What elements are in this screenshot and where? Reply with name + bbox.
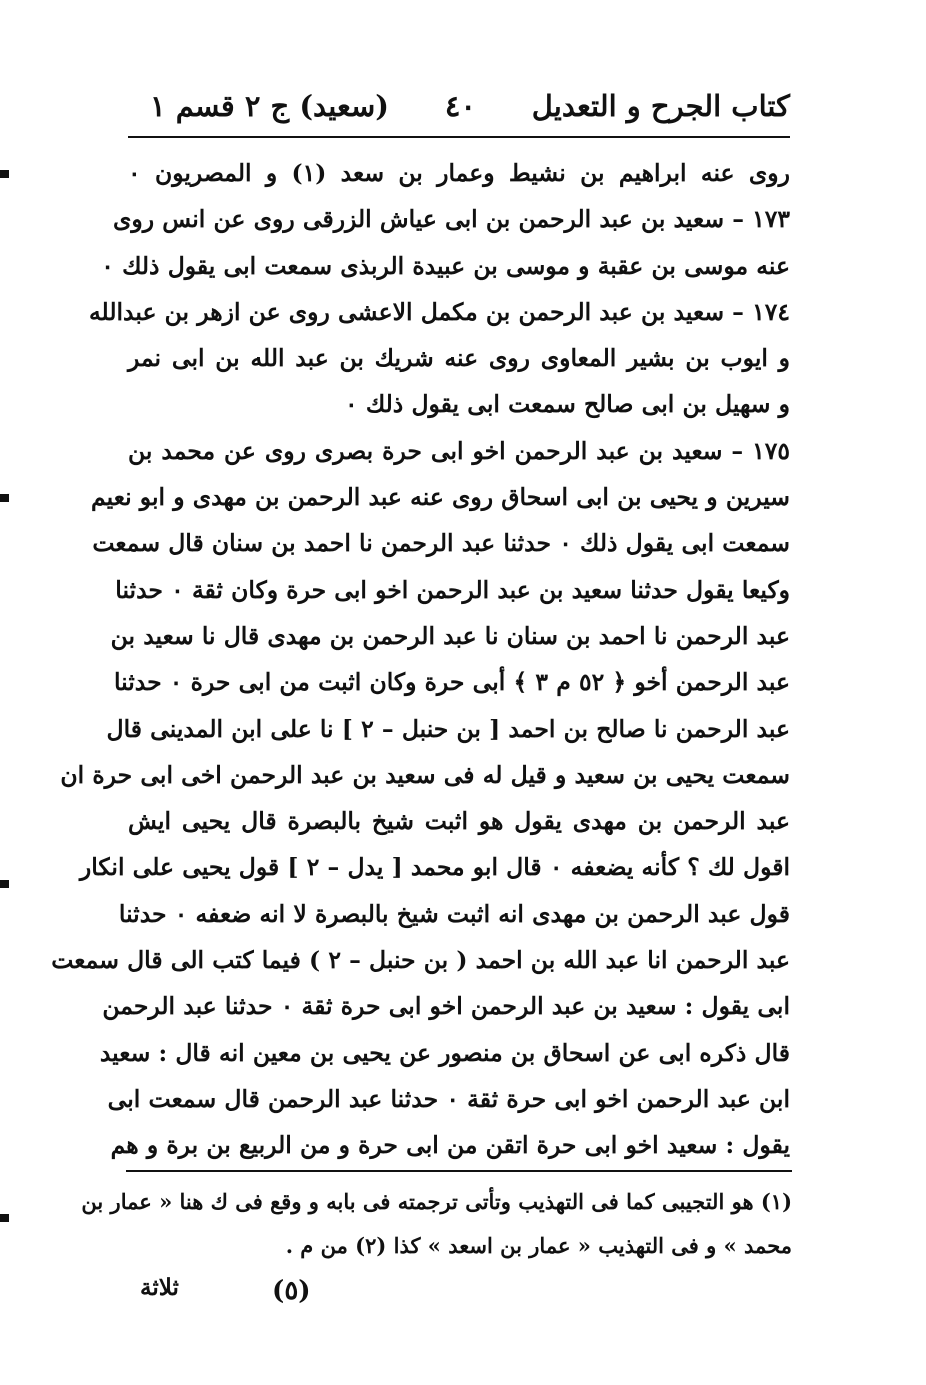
margin-mark	[0, 170, 9, 178]
text-line: روى عنه ابراهيم بن نشيط وعمار بن سعد (١) و المصريون ٠	[128, 159, 790, 187]
signature-number: (٥)	[272, 1276, 311, 1306]
main-text	[51, 150, 790, 1169]
running-head	[150, 84, 790, 128]
margin-mark	[0, 494, 9, 502]
text-line: ١٧٣ – سعيد بن عبد الرحمن بن ابى عياش الزرقى روى عن انس روى	[113, 205, 790, 234]
margin-mark	[0, 880, 9, 888]
book-title: كتاب الجرح و التعديل	[531, 89, 790, 123]
text-line: سمعت ابى يقول ذلك ٠ حدثنا عبد الرحمن نا احمد بن سنان قال سمعت	[92, 529, 790, 558]
text-line: يقول : سعيد اخو ابى حرة اتقن من ابى حرة و من الربيع بن برة و هم	[110, 1131, 790, 1160]
text-line: ١٧٥ – سعيد بن عبد الرحمن اخو ابى حرة بصرى روى عن محمد بن	[128, 436, 790, 465]
text-line: اقول لك ؟ كأنه يضعفه ٠ قال ابو محمد [ يدل – ٢ ] قول يحيى على انكار	[79, 853, 790, 882]
text-line: و سهيل بن ابى صالح سمعت ابى يقول ذلك ٠	[345, 390, 790, 419]
signature-word: ثلاثة	[140, 1274, 179, 1301]
text-line: ابن عبد الرحمن اخو ابى حرة ثقة ٠ حدثنا عبد الرحمن قال سمعت ابى	[107, 1084, 790, 1113]
text-line: وكيعا يقول حدثنا سعيد بن عبد الرحمن اخو ابى حرة وكان ثقة ٠ حدثنا	[115, 575, 790, 604]
footnote-rule	[126, 1170, 792, 1172]
text-line: سمعت يحيى بن سعيد و قيل له فى سعيد بن عبد الرحمن اخى ابى حرة ان	[60, 760, 790, 789]
text-line: عبد الرحمن أخو ﴿ ٥٢ م ٣ ﴾ أبى حرة وكان اثبت من ابى حرة ٠ حدثنا	[113, 668, 790, 697]
text-line: و ايوب بن بشير المعاوى روى عنه شريك بن عبد الله بن ابى نمر	[128, 344, 790, 373]
text-line: ابى يقول : سعيد بن عبد الرحمن اخو ابى حرة ثقة ٠ حدثنا عبد الرحمن	[102, 992, 790, 1021]
text-line: عبد الرحمن بن مهدى يقول هو اثبت شيخ بالبصرة قال يحيى ايش	[128, 807, 790, 836]
text-line: قال ذكره ابى عن اسحاق بن منصور عن يحيى بن معين انه قال : سعيد	[99, 1038, 790, 1067]
page-number: ٤٠	[444, 89, 476, 123]
header-rule	[128, 136, 790, 138]
footnote-line: محمد » و فى التهذيب « عمار بن اسعد » كذا (٢) من م .	[285, 1233, 792, 1258]
text-line: قول عبد الرحمن بن مهدى انه اثبت شيخ بالبصرة لا انه ضعفه ٠ حدثنا	[118, 899, 790, 928]
text-line: ١٧٤ – سعيد بن عبد الرحمن بن مكمل الاعشى روى عن ازهر بن عبدالله	[88, 297, 790, 326]
margin-mark	[0, 1214, 9, 1222]
section-reference: (سعيد) ج ٢ قسم ١	[150, 89, 390, 123]
footnotes	[81, 1180, 792, 1268]
text-line: سيرين و يحيى بن ابى اسحاق روى عنه عبد الرحمن بن مهدى و ابو نعيم	[91, 483, 790, 512]
text-line: عبد الرحمن نا صالح بن احمد [ بن حنبل – ٢ ] نا على ابن المدينى قال	[106, 714, 790, 743]
text-line: عبد الرحمن انا عبد الله بن احمد ( بن حنبل – ٢ ) فيما كتب الى قال سمعت	[51, 946, 790, 975]
text-line: عنه موسى بن عقبة و موسى بن عبيدة الربذى سمعت ابى يقول ذلك ٠	[101, 251, 790, 280]
footnote-line: (١) هو التجيبى كما فى التهذيب وتأتى ترجمته فى بابه و وقع فى ك هنا « عمار بن	[81, 1189, 792, 1214]
text-line: عبد الرحمن نا احمد بن سنان نا عبد الرحمن بن مهدى قال نا سعيد بن	[110, 621, 790, 650]
